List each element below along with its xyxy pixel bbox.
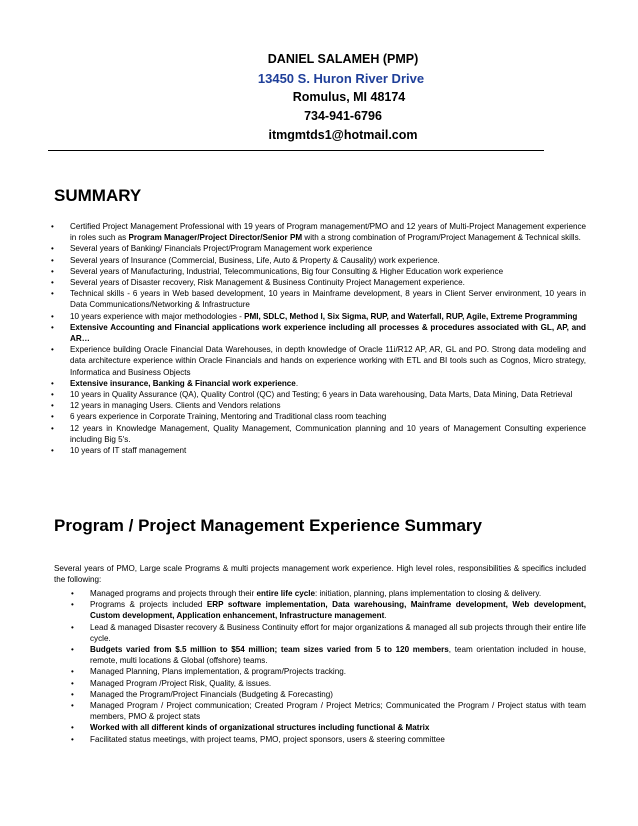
item-text: 10 years in Quality Assurance (QA), Quality Control (QC) and Testing; 6 years in Data warehousing, Data Marts, Data Mining, Data Retrieval	[70, 390, 573, 400]
list-item	[71, 689, 586, 700]
item-text: Lead & managed Disaster recovery & Business Continuity effort for major organizations & managed all sub projects through their entire life cycle.	[90, 622, 586, 643]
item-text: Certified Project Management Professional with 19 years of Program management/PMO and 12 years of Multi-Project Management experience in roles such as	[70, 222, 586, 243]
street-address: 13450 S. Huron River Drive	[257, 71, 425, 86]
list-item	[51, 423, 586, 445]
bullet-icon: •	[71, 667, 74, 677]
bullet-icon: •	[51, 390, 54, 400]
program-experience-list	[71, 588, 586, 745]
item-text: 10 years experience with major methodologies -	[70, 311, 245, 321]
program-intro-paragraph: Several years of PMO, Large scale Programs & multi projects management work experience. High level roles, responsibilities & specifics included the following:	[54, 564, 586, 585]
bullet-icon: •	[71, 589, 74, 598]
item-text: Technical skills - 6 years in Web based development, 10 years in Mainframe development, 8 years in Client Server environment, 10 years in Data Communications/Networking & Infrastructure	[70, 289, 586, 310]
bullet-icon: •	[51, 423, 54, 433]
bullet-icon: •	[51, 311, 54, 321]
list-item	[51, 344, 586, 378]
list-item	[51, 311, 586, 322]
bullet-icon: •	[51, 401, 54, 411]
bullet-icon: •	[51, 222, 54, 231]
bold-text: Budgets varied from $.5 million to $54 million; team sizes varied from 5 to 120 members	[90, 645, 449, 655]
item-text: Managed the Program/Project Financials (Budgeting & Forecasting)	[90, 689, 333, 699]
bullet-icon: •	[51, 322, 54, 332]
bold-text: Program Manager/Project Director/Senior PM	[128, 233, 303, 243]
city-state-zip: Romulus, MI 48174	[292, 90, 406, 104]
list-item	[51, 389, 586, 400]
bold-text: Worked with all different kinds of organizational structures including functional & Matrix	[90, 723, 430, 733]
bullet-icon: •	[71, 701, 74, 711]
bullet-icon: •	[71, 600, 74, 610]
header-divider	[48, 150, 544, 151]
item-text: 12 years in Knowledge Management, Quality Management, Communication planning and 10 years of Management Consulting experience including Big 5's.	[70, 423, 586, 444]
item-text: Programs & projects included	[90, 600, 207, 610]
item-text: .	[295, 378, 299, 388]
list-item	[51, 243, 586, 254]
item-text: .	[384, 611, 387, 621]
list-item	[51, 400, 586, 411]
list-item	[51, 322, 586, 344]
bold-text: PMI, SDLC, Method I, Six Sigma, RUP, and Waterfall, RUP, Agile, Extreme Programming	[244, 311, 578, 321]
list-item	[51, 255, 586, 266]
item-text: Managed Program /Project Risk, Quality, & issues.	[90, 678, 272, 688]
bullet-icon: •	[51, 278, 54, 288]
bullet-icon: •	[51, 446, 54, 456]
item-text: 12 years in managing Users. Clients and Vendors relations	[70, 401, 281, 411]
list-item	[51, 411, 586, 422]
item-text: Managed programs and projects through their	[90, 589, 257, 598]
email-address: itmgmtds1@hotmail.com	[268, 128, 418, 142]
summary-heading: SUMMARY	[54, 186, 142, 205]
item-text: 10 years of IT staff management	[70, 446, 187, 456]
list-item	[51, 221, 586, 243]
list-item	[71, 588, 586, 599]
bullet-icon: •	[71, 689, 74, 699]
program-experience-heading: Program / Project Management Experience Summary	[54, 516, 482, 535]
bullet-icon: •	[71, 734, 74, 744]
item-text: Several years of Manufacturing, Industrial, Telecommunications, Big four Consulting & Higher Education work experience	[70, 266, 504, 276]
bold-text: Extensive insurance, Banking & Financial work experience	[70, 378, 296, 388]
list-item	[71, 622, 586, 644]
bold-text: ERP software implementation, Data warehousing, Mainframe development, Web development, Custom development, Application enhancement, Infrastructure management	[90, 600, 586, 621]
list-item	[51, 277, 586, 288]
item-text: , team orientation included in house, remote, multi locations & Global (offshore) teams.	[90, 645, 586, 666]
contact-header	[0, 50, 638, 145]
bullet-icon: •	[71, 723, 74, 733]
list-item	[71, 666, 586, 677]
candidate-name: DANIEL SALAMEH (PMP)	[267, 52, 419, 66]
bold-text: entire life cycle	[256, 589, 315, 598]
item-text: Facilitated status meetings, with project teams, PMO, project sponsors, users & steering committee	[90, 734, 445, 744]
bullet-icon: •	[71, 622, 74, 632]
bullet-icon: •	[71, 678, 74, 688]
item-text: 6 years experience in Corporate Training, Mentoring and Traditional class room teaching	[70, 412, 387, 422]
bullet-icon: •	[51, 412, 54, 422]
list-item	[71, 734, 586, 745]
phone-number: 734-941-6796	[304, 109, 382, 123]
bullet-icon: •	[51, 255, 54, 265]
summary-list	[51, 221, 586, 456]
list-item	[51, 378, 586, 389]
bullet-icon: •	[71, 645, 74, 655]
bullet-icon: •	[51, 378, 54, 388]
bullet-icon: •	[51, 244, 54, 254]
item-text: Managed Planning, Plans implementation, & program/Projects tracking.	[90, 667, 346, 677]
list-item	[71, 700, 586, 722]
item-text: Several years of Banking/ Financials Project/Program Management work experience	[70, 244, 373, 254]
list-item	[71, 722, 586, 733]
list-item	[51, 288, 586, 310]
list-item	[71, 599, 586, 621]
item-text: Managed Program / Project communication; Created Program / Project Metrics; Communicated the Program / Project status with team members, PMO & project stats	[90, 701, 586, 722]
bold-text: Extensive Accounting and Financial applications work experience including all processes & procedures associated with GL, AP, and AR…	[70, 322, 586, 344]
item-text: with a strong combination of Program/Project Management & Technical skills.	[302, 233, 581, 243]
bullet-icon: •	[51, 289, 54, 299]
item-text: Several years of Insurance (Commercial, Business, Life, Auto & Property & Causality) work experience.	[70, 255, 440, 265]
item-text: Several years of Disaster recovery, Risk Management & Business Continuity Project Management experience.	[70, 278, 465, 288]
item-text: : initiation, planning, plans implementation to closing & delivery.	[314, 589, 542, 598]
bullet-icon: •	[51, 266, 54, 276]
list-item	[51, 266, 586, 277]
list-item	[71, 678, 586, 689]
bullet-icon: •	[51, 345, 54, 355]
item-text: Experience building Oracle Financial Data Warehouses, in depth knowledge of Oracle 11i/R12 AP, AR, GL and PO. Strong data modeling and data architecture experience within Oracle Financials and hands on experience working with ETL and BI tools such as Cognos, Micro strategy, Informatica and Business Objects	[70, 345, 586, 377]
list-item	[51, 445, 586, 456]
list-item	[71, 644, 586, 666]
